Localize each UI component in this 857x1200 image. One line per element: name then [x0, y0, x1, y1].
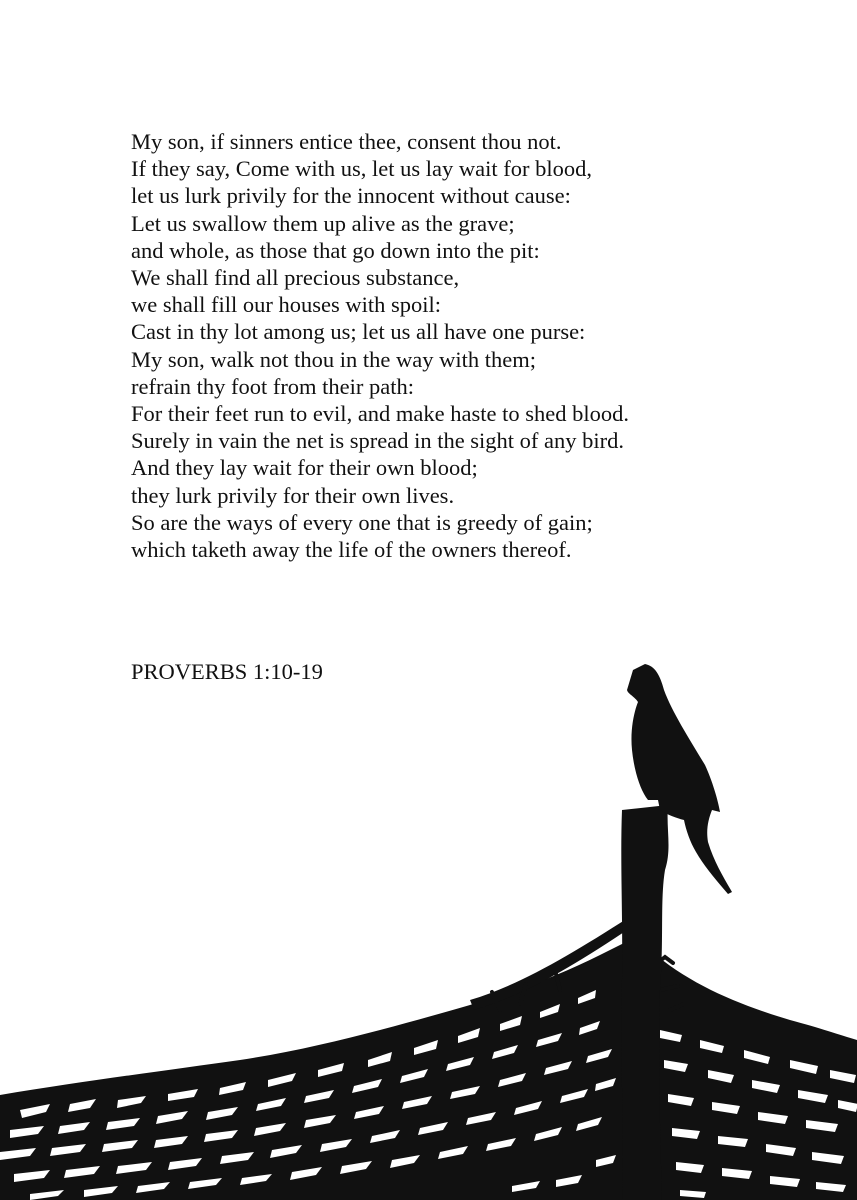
verse-line: Let us swallow them up alive as the grave;: [131, 210, 515, 236]
verse-line: which taketh away the life of the owners thereof.: [131, 537, 572, 563]
verse-line: My son, walk not thou in the way with them;: [131, 346, 536, 372]
verse-line: we shall fill our houses with spoil:: [131, 292, 441, 318]
verse-line: let us lurk privily for the innocent without cause:: [131, 183, 571, 209]
verse-line: So are the ways of every one that is greedy of gain;: [131, 509, 593, 535]
verse-line: If they say, Come with us, let us lay wait for blood,: [131, 156, 592, 182]
verse-line: Surely in vain the net is spread in the sight of any bird.: [131, 428, 625, 454]
verse-line: and whole, as those that go down into the pit:: [131, 237, 540, 263]
verse-line: My son, if sinners entice thee, consent thou not.: [131, 129, 562, 154]
verse-line: We shall find all precious substance,: [131, 265, 460, 291]
verse-line: For their feet run to evil, and make haste to shed blood.: [131, 401, 629, 427]
verse-citation: PROVERBS 1:10-19: [131, 659, 323, 684]
verse-line: And they lay wait for their own blood;: [131, 455, 478, 481]
verse-line: refrain thy foot from their path:: [131, 373, 415, 399]
verse-line: Cast in thy lot among us; let us all have one purse:: [131, 319, 586, 345]
net-ground: [0, 940, 857, 1200]
verse-line: they lurk privily for their own lives.: [131, 482, 455, 508]
